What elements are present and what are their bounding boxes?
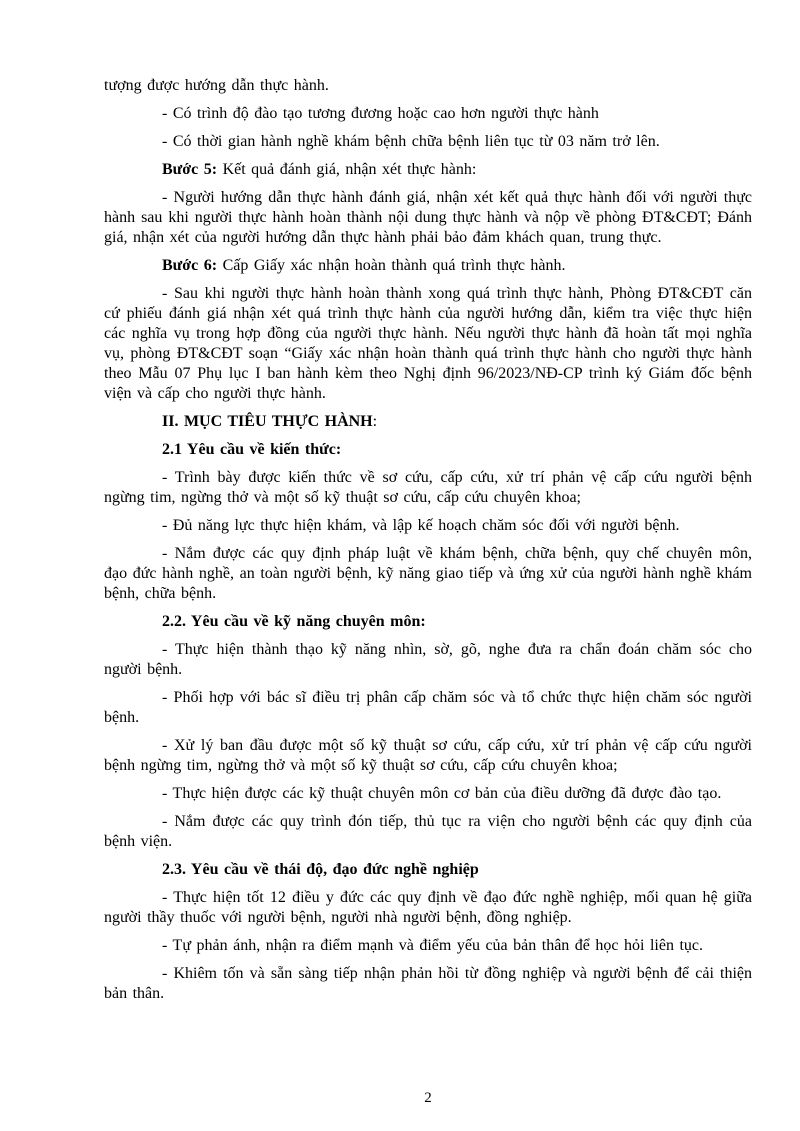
text-run: - Sau khi người thực hành hoàn thành xong quá trình thực hành, Phòng ĐT&CĐT căn cứ phiếu đánh giá nhận xét quá trình thực hành của người hướng dẫn, kiểm tra việc thực hiện các nghĩa vụ trong hợp đồng của người thực hành. Nếu người thực hành đã hoàn tất mọi nghĩa vụ, phòng ĐT&CĐT soạn “Giấy xác nhận hoàn thành quá trình thực hành cho người thực hành theo Mẫu 07 Phụ lục I ban hành kèm theo Nghị định 96/2023/NĐ-CP trình ký Giám đốc bệnh viện và cấp cho người thực hành. (104, 285, 752, 402)
text-run: - Thực hiện tốt 12 điều y đức các quy định về đạo đức nghề nghiệp, mối quan hệ giữa người thầy thuốc với người bệnh, người nhà người bệnh, đồng nghiệp. (104, 889, 752, 926)
paragraph (104, 284, 752, 404)
text-run: - Phối hợp với bác sĩ điều trị phân cấp chăm sóc và tổ chức thực hiện chăm sóc người bệnh. (104, 689, 752, 726)
paragraph (104, 784, 752, 804)
paragraph (104, 256, 752, 276)
text-run: - Nắm được các quy trình đón tiếp, thủ tục ra viện cho người bệnh các quy định của bệnh viện. (104, 813, 752, 850)
section-heading (104, 860, 752, 880)
text-run: - Khiêm tốn và sẵn sàng tiếp nhận phản hồi từ đồng nghiệp và người bệnh để cải thiện bản thân. (104, 965, 752, 1002)
text-run: - Thực hiện được các kỹ thuật chuyên môn cơ bản của điều dưỡng đã được đào tạo. (162, 785, 722, 802)
text-run: Cấp Giấy xác nhận hoàn thành quá trình thực hành. (217, 257, 566, 274)
text-run: - Trình bày được kiến thức về sơ cứu, cấp cứu, xử trí phản vệ cấp cứu người bệnh ngừng tim, ngừng thở và một số kỹ thuật sơ cứu, cấp cứu chuyên khoa; (104, 469, 752, 506)
section-heading (104, 440, 752, 460)
text-run: tượng được hướng dẫn thực hành. (104, 77, 329, 94)
page-number: 2 (424, 1090, 432, 1106)
text-run: - Tự phản ánh, nhận ra điểm mạnh và điểm yếu của bản thân để học hỏi liên tục. (162, 937, 703, 954)
text-run: - Thực hiện thành thạo kỹ năng nhìn, sờ, gõ, nghe đưa ra chẩn đoán chăm sóc cho người bệnh. (104, 641, 752, 678)
text-run: Kết quả đánh giá, nhận xét thực hành: (217, 161, 477, 178)
paragraph (104, 76, 752, 96)
text-run: - Đủ năng lực thực hiện khám, và lập kế hoạch chăm sóc đối với người bệnh. (162, 517, 680, 534)
paragraph (104, 104, 752, 124)
paragraph (104, 936, 752, 956)
text-run: Bước 6: (162, 257, 218, 274)
text-run: - Người hướng dẫn thực hành đánh giá, nhận xét kết quả thực hành đối với người thực hành sau khi người thực hành hoàn thành nội dung thực hành và nộp về phòng ĐT&CĐT; Đánh giá, nhận xét của người hướng dẫn thực hành phải bảo đảm khách quan, trung thực. (104, 189, 752, 246)
text-run: 2.2. Yêu cầu về kỹ năng chuyên môn: (162, 613, 426, 630)
text-run: Bước 5: (162, 161, 218, 178)
paragraph (104, 468, 752, 508)
text-run: 2.3. Yêu cầu về thái độ, đạo đức nghề nghiệp (162, 861, 479, 878)
paragraph (104, 736, 752, 776)
text-run: - Nắm được các quy định pháp luật về khám bệnh, chữa bệnh, quy chế chuyên môn, đạo đức hành nghề, an toàn người bệnh, kỹ năng giao tiếp và ứng xử của người hành nghề khám bệnh, chữa bệnh. (104, 545, 752, 602)
text-run: - Có thời gian hành nghề khám bệnh chữa bệnh liên tục từ 03 năm trở lên. (162, 133, 660, 150)
paragraph (104, 812, 752, 852)
paragraph (104, 544, 752, 604)
paragraph (104, 888, 752, 928)
paragraph (104, 964, 752, 1004)
document-body (104, 76, 752, 1004)
paragraph (104, 160, 752, 180)
section-heading (104, 412, 752, 432)
text-run: - Có trình độ đào tạo tương đương hoặc cao hơn người thực hành (162, 105, 599, 122)
text-run: : (372, 413, 378, 430)
section-heading (104, 612, 752, 632)
paragraph (104, 132, 752, 152)
text-run: II. MỤC TIÊU THỰC HÀNH (162, 413, 373, 430)
paragraph (104, 516, 752, 536)
paragraph (104, 640, 752, 680)
paragraph (104, 188, 752, 248)
text-run: - Xử lý ban đầu được một số kỹ thuật sơ cứu, cấp cứu, xử trí phản vệ cấp cứu người bệnh ngừng tim, ngừng thở và một số kỹ thuật sơ cứu, cấp cứu chuyên khoa; (104, 737, 752, 774)
paragraph (104, 688, 752, 728)
text-run: 2.1 Yêu cầu về kiến thức: (162, 441, 342, 458)
